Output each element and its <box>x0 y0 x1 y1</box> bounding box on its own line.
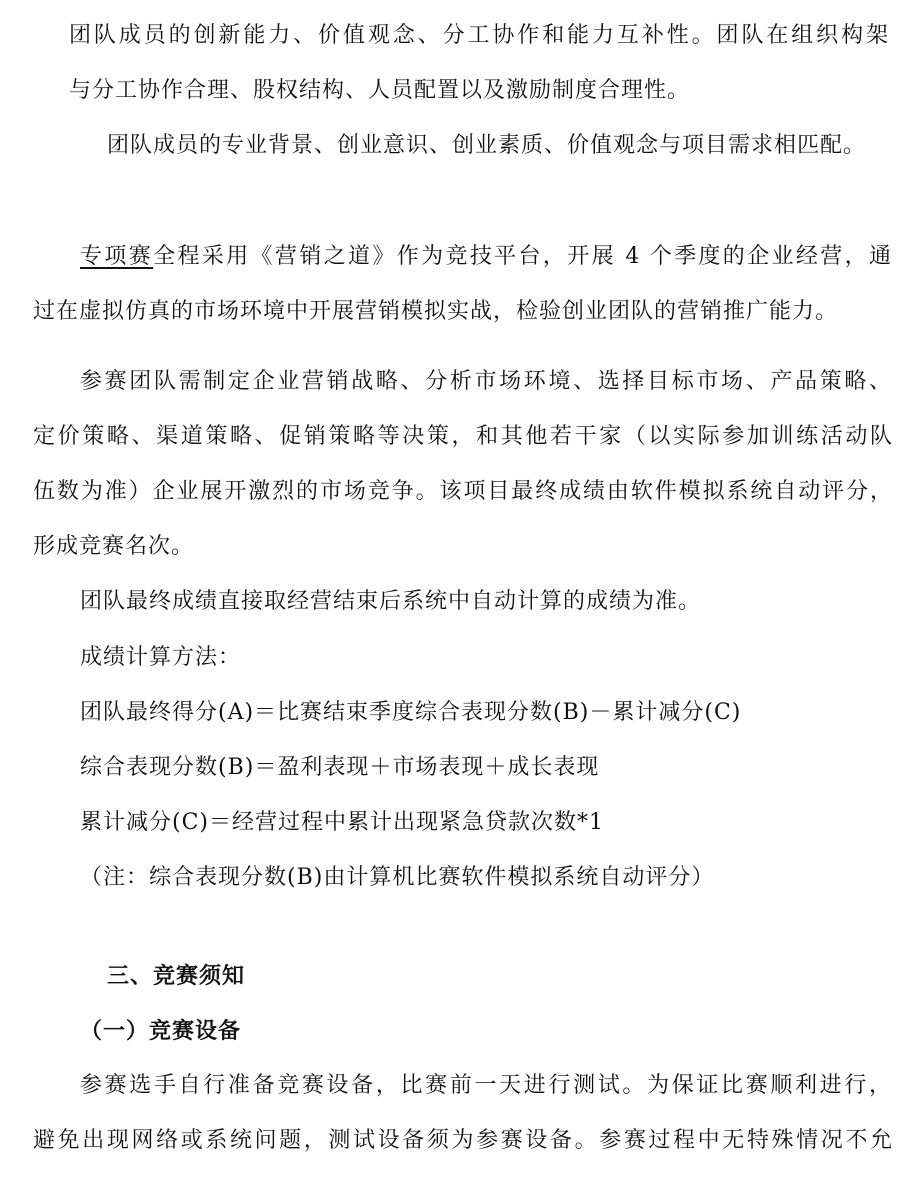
paragraph-team-line-2: 与分工协作合理、股权结构、人员配置以及激励制度合理性。 <box>69 78 691 103</box>
special-contest-link: 专项赛 <box>80 244 154 269</box>
paragraph-teams-line-4: 形成竞赛名次。 <box>33 534 195 559</box>
paragraph-method-label: 成绩计算方法： <box>80 645 242 670</box>
formula-deduction: 累计减分(C)＝经营过程中累计出现紧急贷款次数*1 <box>80 810 604 835</box>
paragraph-teams-line-2: 定价策略、渠道策略、促销策略等决策，和其他若干家（以实际参加训练活动队 <box>33 424 893 449</box>
formula-composite-score: 综合表现分数(B)＝盈利表现＋市场表现＋成长表现 <box>80 755 600 780</box>
section-heading-notice: 三、竞赛须知 <box>107 963 246 989</box>
paragraph-match-line: 团队成员的专业背景、创业意识、创业素质、价值观念与项目需求相匹配。 <box>107 133 867 158</box>
special-contest-text: 全程采用《营销之道》作为竞技平台，开展 4 个季度的企业经营，通 <box>153 244 892 269</box>
paragraph-teams-line-1: 参赛团队需制定企业营销战略、分析市场环境、选择目标市场、产品策略、 <box>80 369 892 394</box>
paragraph-equipment-line-2: 避免出现网络或系统问题，测试设备须为参赛设备。参赛过程中无特殊情况不允 <box>33 1128 893 1153</box>
formula-note: （注：综合表现分数(B)由计算机比赛软件模拟系统自动评分） <box>80 865 715 890</box>
paragraph-team-line-1: 团队成员的创新能力、价值观念、分工协作和能力互补性。团队在组织构架 <box>69 23 889 48</box>
subsection-heading-equipment: （一）竞赛设备 <box>80 1018 242 1044</box>
paragraph-special-line-1 <box>80 242 892 272</box>
paragraph-equipment-line-1: 参赛选手自行准备竞赛设备，比赛前一天进行测试。为保证比赛顺利进行， <box>80 1073 892 1098</box>
paragraph-special-line-2: 过在虚拟仿真的市场环境中开展营销模拟实战，检验创业团队的营销推广能力。 <box>33 299 839 324</box>
paragraph-teams-line-3: 伍数为准）企业展开激烈的市场竞争。该项目最终成绩由软件模拟系统自动评分， <box>33 479 893 504</box>
formula-final-score: 团队最终得分(A)＝比赛结束季度综合表现分数(B)－累计减分(C) <box>80 700 742 725</box>
paragraph-final-score: 团队最终成绩直接取经营结束后系统中自动计算的成绩为准。 <box>80 589 702 614</box>
